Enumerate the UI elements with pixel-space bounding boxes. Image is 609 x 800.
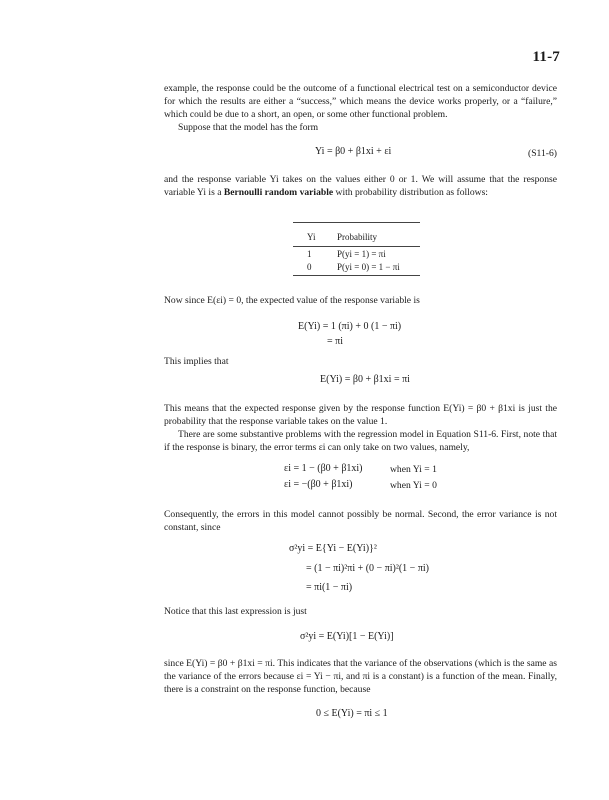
equation-variance-mean: σ²yi = E(Yi)[1 − E(Yi)] xyxy=(300,631,394,642)
paragraph-bernoulli-before: and the response variable Yi takes on the values either 0 or 1. We will assume that the response variable Yi is a xyxy=(164,174,557,198)
table-row xyxy=(293,260,420,276)
paragraph-variance-not-constant: Consequently, the errors in this model cannot possibly be normal. Second, the error variance is not constant, since xyxy=(164,509,557,533)
equation-variance-line2: = (1 − πi)²πi + (0 − πi)²(1 − πi) xyxy=(306,563,429,574)
table-header-probability: Probability xyxy=(337,223,420,247)
paragraph-bernoulli xyxy=(164,173,557,199)
paragraph-expected-value: Now since E(εi) = 0, the expected value of the response variable is xyxy=(164,295,420,306)
equation-s11-6: Yi = β0 + β1xi + εi xyxy=(315,146,392,157)
page-number: 11-7 xyxy=(532,49,560,65)
table-header-row xyxy=(293,223,420,247)
table-cell: P(yi = 1) = πi xyxy=(337,249,386,259)
equation-variance-line1: σ²yi = E{Yi − E(Yi)}² xyxy=(289,543,377,554)
equation-expect-line1: E(Yi) = 1 (πi) + 0 (1 − πi) xyxy=(298,321,402,332)
paragraph-model-form: Suppose that the model has the form xyxy=(178,122,319,133)
paragraph-function-of-mean: since E(Yi) = β0 + β1xi = πi. This indicates that the variance of the observations (which is the same as the variance of the errors because εi = Yi − πi, and πi is a constant) is a function of the mean. Finally, there is a constraint on the response function, because xyxy=(164,658,557,695)
table-cell: 0 xyxy=(293,260,337,276)
table-row xyxy=(293,247,420,261)
table-header-yi: Yi xyxy=(293,223,337,247)
paragraph-notice: Notice that this last expression is just xyxy=(164,606,307,617)
table-cell: P(yi = 0) = 1 − πi xyxy=(337,260,420,276)
equation-expect-line2: = πi xyxy=(327,336,343,347)
equation-variance-line3: = πi(1 − πi) xyxy=(306,582,353,593)
probability-table xyxy=(293,222,420,276)
condition-error-1: when Yi = 1 xyxy=(390,464,437,475)
paragraph-implies: This implies that xyxy=(164,356,229,367)
term-bernoulli: Bernoulli random variable xyxy=(223,187,334,198)
paragraph-intro: example, the response could be the outcome of a functional electrical test on a semiconductor device for which the results are either a “success,” which means the device works properly, or a “failure,” which could be due to a short, an open, or some other functional problem. xyxy=(164,83,557,120)
paragraph-bernoulli-after: with probability distribution as follows: xyxy=(335,187,488,198)
condition-error-2: when Yi = 0 xyxy=(390,480,437,491)
table-cell: 1 xyxy=(307,249,312,259)
equation-error-2: εi = −(β0 + β1xi) xyxy=(284,479,353,490)
equation-error-1: εi = 1 − (β0 + β1xi) xyxy=(284,463,363,474)
paragraph-response-function: This means that the expected response given by the response function E(Yi) = β0 + β1xi is just the probability that the response variable takes on the value 1. xyxy=(164,403,557,427)
equation-implies: E(Yi) = β0 + β1xi = πi xyxy=(320,374,410,385)
equation-tag-s11-6: (S11-6) xyxy=(528,148,557,159)
paragraph-substantive-problems: There are some substantive problems with the regression model in Equation S11-6. First, note that if the response is binary, the error terms εi can only take on two values, namely, xyxy=(164,429,557,453)
equation-constraint: 0 ≤ E(Yi) = πi ≤ 1 xyxy=(316,708,388,719)
